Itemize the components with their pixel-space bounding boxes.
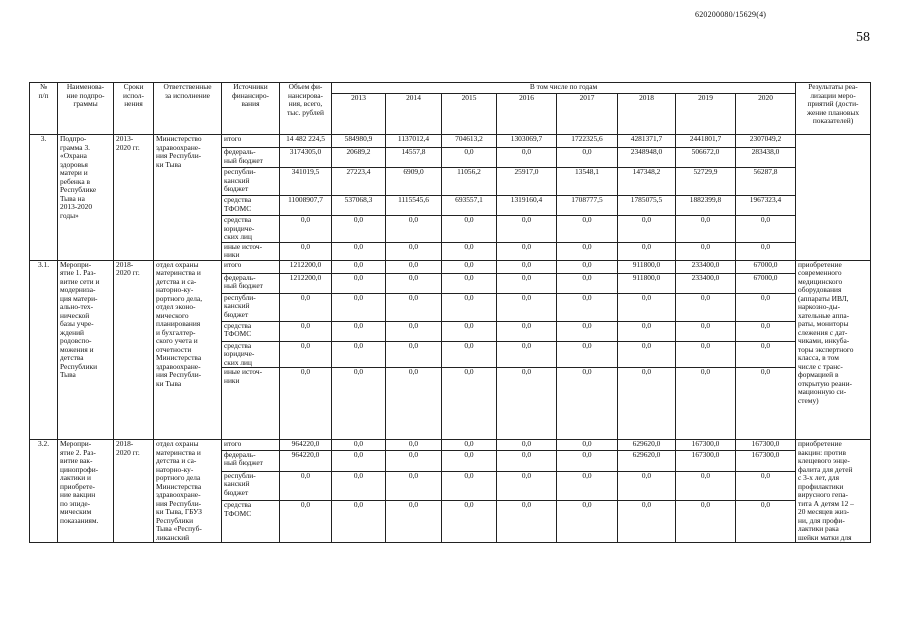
- funding-year-value: 0,0: [332, 273, 386, 293]
- funding-year-value: 147348,2: [618, 168, 676, 196]
- funding-year-value: 0,0: [557, 341, 618, 368]
- funding-source: республи- канский бюджет: [222, 471, 280, 500]
- funding-year-value: 0,0: [676, 293, 736, 321]
- funding-year-value: 704613,2: [442, 135, 497, 148]
- funding-source: итого: [222, 260, 280, 273]
- funding-source: средства ТФОМС: [222, 196, 280, 216]
- funding-year-value: 0,0: [332, 341, 386, 368]
- header-term: Сроки испол- нения: [114, 83, 154, 135]
- program-name: Меропри- ятие 2. Раз- витие вак- цинопрофи- лактики и приобрете- ние вакцин по эпиде- мическим показаниям.: [58, 440, 114, 543]
- funding-year-value: 1303069,7: [497, 135, 557, 148]
- funding-year-value: 693557,1: [442, 196, 497, 216]
- document-code: 620200080/15629(4): [695, 10, 767, 19]
- funding-year-value: 56287,8: [736, 168, 796, 196]
- funding-year-value: 911800,0: [618, 260, 676, 273]
- funding-year-value: 0,0: [332, 471, 386, 500]
- funding-year-value: 0,0: [557, 440, 618, 451]
- funding-year-value: 0,0: [442, 273, 497, 293]
- funding-year-value: 0,0: [736, 321, 796, 341]
- funding-year-value: 0,0: [497, 440, 557, 451]
- funding-year-value: 0,0: [332, 501, 386, 543]
- funding-total: 0,0: [280, 321, 332, 341]
- funding-year-value: 1115545,6: [386, 196, 442, 216]
- funding-year-value: 0,0: [332, 293, 386, 321]
- funding-source: федераль- ный бюджет: [222, 450, 280, 471]
- header-total: Объем фи- нансирова- ния, всего, тыс. рублей: [280, 83, 332, 135]
- funding-year-value: 6909,0: [386, 168, 442, 196]
- header-row-1: [30, 83, 871, 94]
- funding-year-value: 0,0: [676, 368, 736, 440]
- funding-year-value: 629620,0: [618, 440, 676, 451]
- results: приобретение вакцин: против клещевого энце- фалита для детей с 3-х лет, для профилактики вирусного гепа- тита А детям 12 – 20 месяцев жиз- ни, для профи- лактики рака шейки матки для: [796, 440, 871, 543]
- funding-year-value: 0,0: [332, 216, 386, 243]
- funding-year-value: 0,0: [497, 321, 557, 341]
- funding-year-value: 0,0: [557, 242, 618, 260]
- page-number: 58: [856, 30, 870, 45]
- table-row: [30, 260, 871, 273]
- funding-year-value: 27223,4: [332, 168, 386, 196]
- header-year: 2017: [557, 94, 618, 135]
- funding-year-value: 167300,0: [736, 450, 796, 471]
- funding-year-value: 4281371,7: [618, 135, 676, 148]
- funding-year-value: 2441801,7: [676, 135, 736, 148]
- funding-year-value: 629620,0: [618, 450, 676, 471]
- funding-year-value: 0,0: [557, 471, 618, 500]
- funding-year-value: 25917,0: [497, 168, 557, 196]
- funding-source: средства юридиче- ских лиц: [222, 341, 280, 368]
- funding-year-value: 0,0: [497, 242, 557, 260]
- funding-year-value: 0,0: [497, 368, 557, 440]
- funding-year-value: 0,0: [676, 242, 736, 260]
- funding-year-value: 13548,1: [557, 168, 618, 196]
- table-row: [30, 440, 871, 451]
- funding-year-value: 20689,2: [332, 148, 386, 168]
- funding-source: республи- канский бюджет: [222, 293, 280, 321]
- funding-source: федераль- ный бюджет: [222, 273, 280, 293]
- funding-year-value: 0,0: [386, 501, 442, 543]
- funding-year-value: 0,0: [386, 450, 442, 471]
- funding-total: 0,0: [280, 501, 332, 543]
- program-name: Подпро- грамма 3. «Охрана здоровья матери и ребенка в Республике Тыва на 2013-2020 годы»: [58, 135, 114, 261]
- funding-year-value: 0,0: [736, 216, 796, 243]
- funding-year-value: 0,0: [442, 148, 497, 168]
- funding-year-value: 1967323,4: [736, 196, 796, 216]
- funding-year-value: 537068,3: [332, 196, 386, 216]
- responsible: отдел охраны материнства и детства и са- наторно-ку- рортного дела Министерства здравоохране- ния Республи- ки Тыва, ГБУЗ Республики Тыва «Респуб- ликанский: [154, 440, 222, 543]
- funding-year-value: 0,0: [442, 471, 497, 500]
- header-year: 2018: [618, 94, 676, 135]
- funding-year-value: 584980,9: [332, 135, 386, 148]
- header-name: Наименова- ние подпро- граммы: [58, 83, 114, 135]
- funding-year-value: 67000,0: [736, 260, 796, 273]
- funding-source: иные источ- ники: [222, 368, 280, 440]
- funding-year-value: 0,0: [557, 273, 618, 293]
- funding-year-value: 0,0: [386, 440, 442, 451]
- funding-year-value: 52729,9: [676, 168, 736, 196]
- header-result: Результаты реа- лизации меро- приятий (дости- жение плановых показателей): [796, 83, 871, 135]
- execution-term: 2018- 2020 гг.: [114, 260, 154, 440]
- funding-total: 1212200,0: [280, 260, 332, 273]
- funding-year-value: 0,0: [386, 260, 442, 273]
- table-body: [30, 135, 871, 543]
- funding-year-value: 0,0: [386, 471, 442, 500]
- funding-year-value: 0,0: [442, 501, 497, 543]
- funding-year-value: 0,0: [736, 242, 796, 260]
- funding-year-value: 0,0: [386, 321, 442, 341]
- funding-year-value: 67000,0: [736, 273, 796, 293]
- funding-year-value: 0,0: [618, 293, 676, 321]
- funding-year-value: 0,0: [497, 148, 557, 168]
- funding-source: средства ТФОМС: [222, 321, 280, 341]
- funding-year-value: 0,0: [442, 321, 497, 341]
- funding-year-value: 1319160,4: [497, 196, 557, 216]
- header-year: 2015: [442, 94, 497, 135]
- execution-term: 2013- 2020 гг.: [114, 135, 154, 261]
- header-num: № п/п: [30, 83, 58, 135]
- funding-year-value: 0,0: [332, 321, 386, 341]
- funding-year-value: 0,0: [618, 471, 676, 500]
- header-responsible: Ответственные за исполнение: [154, 83, 222, 135]
- header-source: Источники финансиро- вания: [222, 83, 280, 135]
- funding-year-value: 0,0: [618, 216, 676, 243]
- funding-total: 0,0: [280, 216, 332, 243]
- funding-year-value: 0,0: [442, 216, 497, 243]
- funding-total: 964220,0: [280, 450, 332, 471]
- funding-source: итого: [222, 440, 280, 451]
- funding-year-value: 0,0: [332, 242, 386, 260]
- funding-year-value: 11056,2: [442, 168, 497, 196]
- results: приобретение современного медицинского оборудования (аппараты ИВЛ, наркозно-ды- хательные аппа- раты, мониторы слежения с дат- чиками, инкуба- торы экспертного класса, в том числе с транс- формацией в открытую реани- мационную си- стему): [796, 260, 871, 440]
- funding-year-value: 2307049,2: [736, 135, 796, 148]
- funding-year-value: 0,0: [386, 341, 442, 368]
- header-years-group: В том числе по годам: [332, 83, 796, 94]
- funding-year-value: 0,0: [442, 242, 497, 260]
- funding-year-value: 283438,0: [736, 148, 796, 168]
- responsible: отдел охраны материнства и детства и са- наторно-ку- рортного дела, отдел эконо- мического планирования и бухгалтер- ского учета и отчетности Министерства здравоохране- ния Республи- ки Тыва: [154, 260, 222, 440]
- funding-year-value: 1882399,8: [676, 196, 736, 216]
- funding-year-value: 0,0: [332, 260, 386, 273]
- funding-total: 0,0: [280, 368, 332, 440]
- header-year: 2016: [497, 94, 557, 135]
- funding-total: 0,0: [280, 341, 332, 368]
- funding-year-value: 1708777,5: [557, 196, 618, 216]
- funding-year-value: 0,0: [736, 501, 796, 543]
- funding-year-value: 0,0: [442, 341, 497, 368]
- funding-year-value: 0,0: [676, 321, 736, 341]
- funding-year-value: 0,0: [557, 368, 618, 440]
- program-name: Меропри- ятие 1. Раз- витие сети и модерниза- ция матери- ально-тех- нической базы учре- ждений родовспо- можения и детства Республики Тыва: [58, 260, 114, 440]
- header-year: 2013: [332, 94, 386, 135]
- funding-source: иные источ- ники: [222, 242, 280, 260]
- funding-year-value: 0,0: [497, 501, 557, 543]
- row-number: 3.: [30, 135, 58, 261]
- results: [796, 135, 871, 261]
- funding-year-value: 0,0: [497, 273, 557, 293]
- responsible: Министерство здравоохране- ния Республи- ки Тыва: [154, 135, 222, 261]
- funding-year-value: 0,0: [557, 293, 618, 321]
- funding-year-value: 0,0: [332, 440, 386, 451]
- funding-year-value: 0,0: [442, 293, 497, 321]
- execution-term: 2018- 2020 гг.: [114, 440, 154, 543]
- funding-total: 0,0: [280, 293, 332, 321]
- funding-year-value: 1137012,4: [386, 135, 442, 148]
- funding-source: средства ТФОМС: [222, 501, 280, 543]
- funding-total: 0,0: [280, 471, 332, 500]
- funding-year-value: 0,0: [557, 501, 618, 543]
- funding-year-value: 167300,0: [676, 440, 736, 451]
- funding-year-value: 0,0: [386, 242, 442, 260]
- funding-year-value: 0,0: [557, 260, 618, 273]
- funding-year-value: 0,0: [676, 501, 736, 543]
- funding-year-value: 0,0: [386, 368, 442, 440]
- funding-year-value: 0,0: [497, 260, 557, 273]
- funding-year-value: 2348948,0: [618, 148, 676, 168]
- header-year: 2019: [676, 94, 736, 135]
- funding-year-value: 0,0: [676, 341, 736, 368]
- funding-year-value: 0,0: [442, 260, 497, 273]
- funding-total: 964220,0: [280, 440, 332, 451]
- funding-year-value: 0,0: [332, 450, 386, 471]
- funding-year-value: 0,0: [442, 440, 497, 451]
- funding-year-value: 0,0: [736, 293, 796, 321]
- funding-year-value: 167300,0: [676, 450, 736, 471]
- funding-year-value: 0,0: [497, 450, 557, 471]
- funding-year-value: 0,0: [736, 341, 796, 368]
- funding-total: 3174305,0: [280, 148, 332, 168]
- funding-total: 11008907,7: [280, 196, 332, 216]
- funding-year-value: 167300,0: [736, 440, 796, 451]
- funding-year-value: 0,0: [618, 501, 676, 543]
- funding-year-value: 0,0: [332, 368, 386, 440]
- funding-source: итого: [222, 135, 280, 148]
- funding-total: 0,0: [280, 242, 332, 260]
- funding-source: средства юридиче- ских лиц: [222, 216, 280, 243]
- funding-year-value: 0,0: [557, 450, 618, 471]
- funding-year-value: 233400,0: [676, 260, 736, 273]
- funding-year-value: 0,0: [557, 216, 618, 243]
- funding-year-value: 0,0: [497, 293, 557, 321]
- funding-year-value: 0,0: [676, 471, 736, 500]
- budget-table: [29, 82, 871, 543]
- funding-year-value: 506672,0: [676, 148, 736, 168]
- funding-year-value: 0,0: [557, 321, 618, 341]
- table-row: [30, 135, 871, 148]
- funding-year-value: 0,0: [618, 321, 676, 341]
- header-year: 2020: [736, 94, 796, 135]
- header-year: 2014: [386, 94, 442, 135]
- funding-year-value: 0,0: [386, 216, 442, 243]
- funding-year-value: 0,0: [442, 450, 497, 471]
- funding-year-value: 0,0: [442, 368, 497, 440]
- funding-year-value: 0,0: [557, 148, 618, 168]
- funding-year-value: 0,0: [386, 273, 442, 293]
- funding-source: федераль- ный бюджет: [222, 148, 280, 168]
- funding-year-value: 0,0: [618, 242, 676, 260]
- funding-year-value: 233400,0: [676, 273, 736, 293]
- funding-year-value: 1785075,5: [618, 196, 676, 216]
- funding-year-value: 0,0: [736, 471, 796, 500]
- funding-source: республи- канский бюджет: [222, 168, 280, 196]
- funding-year-value: 0,0: [497, 216, 557, 243]
- funding-year-value: 0,0: [618, 368, 676, 440]
- funding-year-value: 0,0: [676, 216, 736, 243]
- funding-total: 341019,5: [280, 168, 332, 196]
- funding-total: 1212200,0: [280, 273, 332, 293]
- row-number: 3.1.: [30, 260, 58, 440]
- funding-year-value: 14557,8: [386, 148, 442, 168]
- funding-year-value: 0,0: [497, 341, 557, 368]
- funding-year-value: 0,0: [618, 341, 676, 368]
- funding-year-value: 911800,0: [618, 273, 676, 293]
- funding-year-value: 0,0: [386, 293, 442, 321]
- row-number: 3.2.: [30, 440, 58, 543]
- funding-year-value: 0,0: [736, 368, 796, 440]
- funding-total: 14 482 224,5: [280, 135, 332, 148]
- funding-year-value: 0,0: [497, 471, 557, 500]
- funding-year-value: 1722325,6: [557, 135, 618, 148]
